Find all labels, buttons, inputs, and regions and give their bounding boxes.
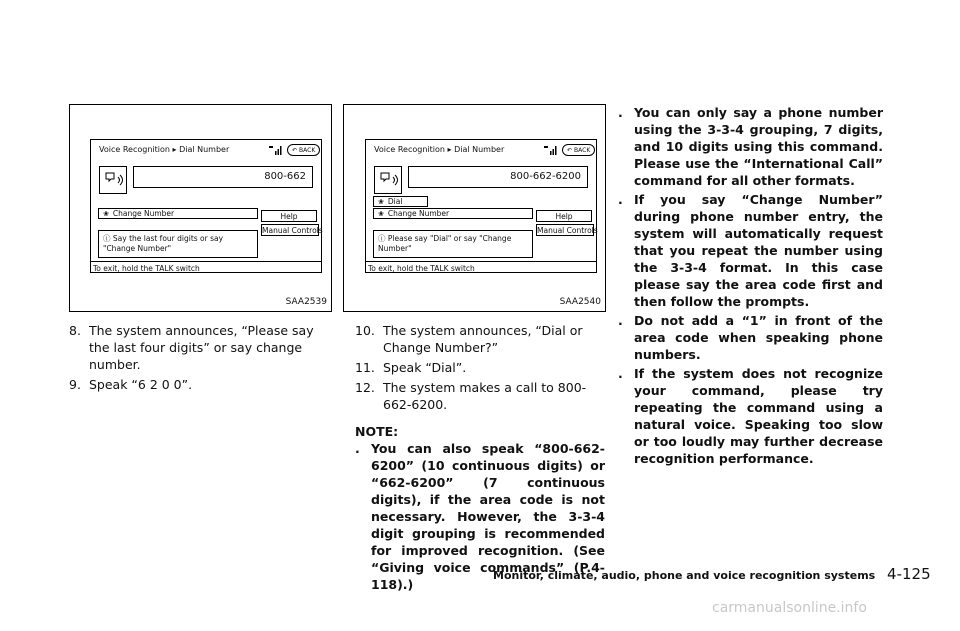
bullet-dot: . [355,441,360,456]
prompt-hint-text: Say the last four digits or say "Change Number" [103,234,224,253]
note-heading: NOTE: [355,424,399,439]
step-text: The system makes a call to 800-662-6200. [383,380,587,412]
info-icon: ⓘ [103,234,111,243]
breadcrumb-page: Dial Number [179,145,230,154]
step-9 [69,376,334,393]
speaking-head-icon [100,167,126,193]
phone-number-display: 800-662-6200 [408,166,588,188]
bullet-dot: . [618,313,623,328]
bullet-dot: . [618,105,623,120]
column-3-text [618,104,883,469]
bullet-item [618,365,883,467]
step-number: 12. [355,380,375,395]
section-title: Monitor, climate, audio, phone and voice recognition systems [493,569,876,582]
screen-breadcrumb [99,145,229,154]
status-area [544,144,595,156]
command-label: Dial [387,197,403,206]
watermark: carmanualsonline.info [712,600,867,616]
voice-icon [99,166,127,194]
figure-saa2540 [343,104,606,312]
prompt-hint [98,230,258,258]
phone-number-display: 800-662 [133,166,313,188]
speaking-head-icon [375,167,401,193]
back-button[interactable] [562,144,595,156]
step-text: Speak “6 2 0 0”. [89,377,193,392]
back-arrow-icon: ↶ [292,146,298,154]
status-area [269,144,320,156]
page-footer [493,565,931,583]
page-number: 4-125 [887,565,931,583]
step-12 [355,379,605,413]
bullet-dot: . [618,192,623,207]
voice-recognition-screen [365,139,597,273]
bullet-text: If the system does not recognize your command, please try repeating the command using a natural voice. Speaking too slow or too loudly may further decrease recognition performance. [634,366,883,466]
step-11 [355,359,605,376]
prompt-hint [373,230,533,258]
manual-controls-button[interactable]: Manual Controls [262,226,323,235]
step-number: 9. [69,377,81,392]
prompt-hint-text: Please say "Dial" or say "Change Number" [378,234,512,253]
breadcrumb-root: Voice Recognition [99,145,170,154]
step-text: Speak “Dial”. [383,360,467,375]
chevron-right-icon: ▸ [172,145,177,154]
step-text: The system announces, “Please say the last four digits” or say change number. [89,323,314,372]
back-label: BACK [299,146,316,154]
screen-breadcrumb [374,145,504,154]
command-label: Change Number [112,209,175,218]
signal-strength-icon [544,145,558,155]
info-icon: ⓘ [378,234,386,243]
back-button[interactable] [287,144,320,156]
step-number: 8. [69,323,81,338]
breadcrumb-page: Dial Number [454,145,505,154]
chevron-right-icon: ▸ [447,145,452,154]
voice-icon [374,166,402,194]
column-2-text [355,322,605,595]
breadcrumb-root: Voice Recognition [374,145,445,154]
step-8 [69,322,334,373]
voice-command-icon: ❀ [378,209,384,218]
command-label: Change Number [387,209,450,218]
bullet-text: Do not add a “1” in front of the area code when speaking phone numbers. [634,313,883,362]
bullet-dot: . [618,366,623,381]
step-10 [355,322,605,356]
bullet-text: You can only say a phone number using the 3-3-4 grouping, 7 digits, and 10 digits using this command. Please use the “International Call” command for all other formats. [634,105,883,188]
bullet-item [618,312,883,363]
voice-command-icon: ❀ [378,197,384,206]
command-change-number[interactable] [373,208,533,219]
step-text: The system announces, “Dial or Change Number?” [383,323,583,355]
figure-caption: SAA2539 [285,297,327,307]
command-change-number[interactable] [98,208,258,219]
bullet-text: You can also speak “800-662-6200” (10 continuous digits) or “662-6200” (7 continuous digits), if the area code is not necessary. However, the 3-3-4 digit grouping is recommended for improved recognition. (See “Giving voice commands” (P.4-118).) [371,441,605,592]
bullet-item [618,104,883,189]
bullet-item [618,191,883,310]
manual-controls-button[interactable]: Manual Controls [537,226,598,235]
voice-recognition-screen [90,139,322,273]
exit-instruction: To exit, hold the TALK switch [91,261,321,273]
help-button[interactable]: Help [536,210,592,222]
back-label: BACK [574,146,591,154]
figure-saa2539 [69,104,332,312]
column-1-text [69,322,334,393]
voice-command-icon: ❀ [103,209,109,218]
command-dial[interactable] [373,196,428,207]
signal-strength-icon [269,145,283,155]
bullet-text: If you say “Change Number” during phone number entry, the system will automatically request that you repeat the number using the 3-3-4 format. In this case please say the area code first and then follow the prompts. [634,192,883,309]
back-arrow-icon: ↶ [567,146,573,154]
help-button[interactable]: Help [261,210,317,222]
step-number: 10. [355,323,375,338]
figure-caption: SAA2540 [559,297,601,307]
exit-instruction: To exit, hold the TALK switch [366,261,596,273]
step-number: 11. [355,360,375,375]
